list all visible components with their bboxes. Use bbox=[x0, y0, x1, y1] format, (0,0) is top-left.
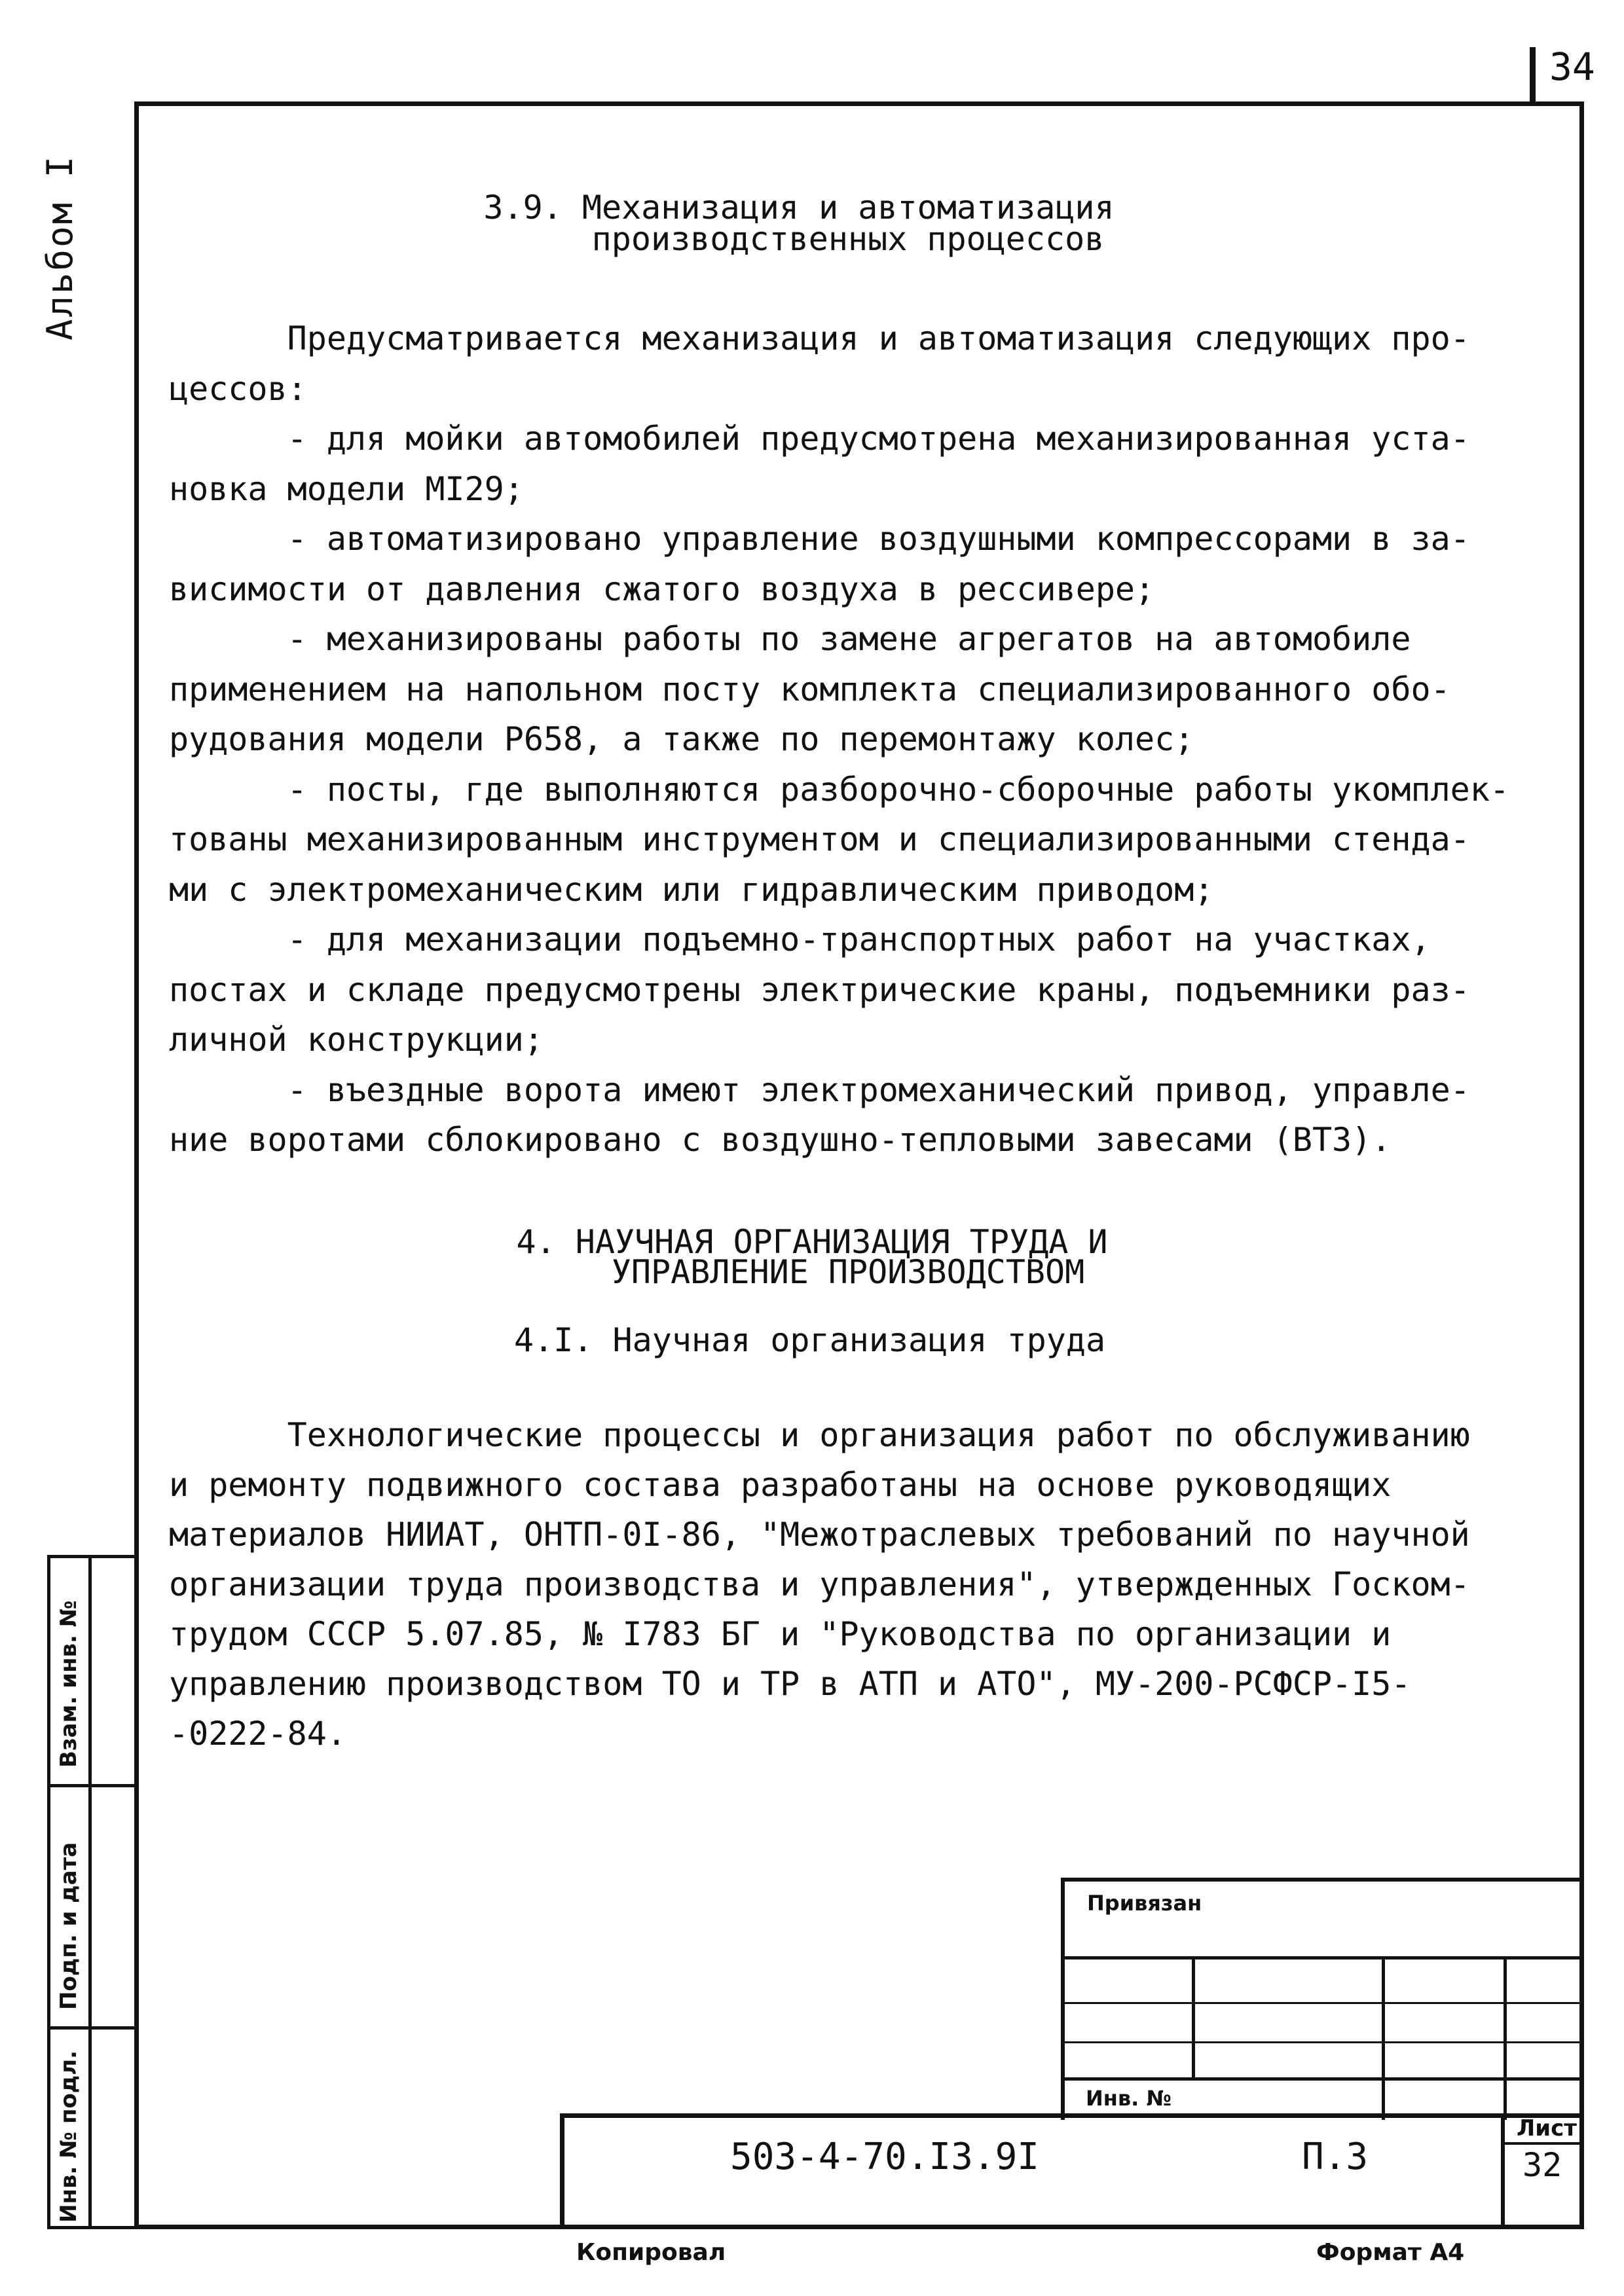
format-label: Формат А4 bbox=[1316, 2239, 1465, 2266]
text-line: материалов НИИАТ, ОНТП-0I-86, "Межотраслевых требований по научной bbox=[169, 1516, 1470, 1554]
inv-label: Инв. № bbox=[1086, 2086, 1172, 2111]
text-line: личной конструкции; bbox=[169, 1021, 544, 1059]
text-line: постах и складе предусмотрены электрические краны, подъемники раз- bbox=[169, 970, 1470, 1009]
text-line: и ремонту подвижного состава разработаны на основе руководящих bbox=[169, 1466, 1392, 1504]
text-line: - въездные ворота имеют электромеханический привод, управле- bbox=[169, 1070, 1470, 1109]
document-code: 503-4-70.I3.9I bbox=[730, 2136, 1040, 2178]
tb-main-top bbox=[560, 2113, 1584, 2118]
sheet-label: Лист bbox=[1517, 2115, 1577, 2141]
tb-col-line bbox=[1382, 1956, 1385, 2120]
text-line: Технологические процессы и организация работ по обслуживанию bbox=[169, 1416, 1470, 1454]
side-stamp-label-original-inv: Инв. № подл. bbox=[56, 2050, 82, 2223]
tb-border-left bbox=[1061, 1878, 1065, 2120]
section-4-title-line1: 4. НАУЧНАЯ ОРГАНИЗАЦИЯ ТРУДА И bbox=[516, 1223, 1108, 1261]
side-stamp-row-line bbox=[50, 1784, 134, 1787]
text-line: рудования модели Р658, а также по перемонтажу колес; bbox=[169, 720, 1194, 758]
section-code: П.3 bbox=[1302, 2136, 1369, 2178]
section-4-heading bbox=[406, 1223, 1290, 1291]
side-stamp-label-replace-inv: Взам. инв. № bbox=[56, 1600, 82, 1768]
text-line: новка модели МI29; bbox=[169, 469, 524, 508]
tb-border-top bbox=[1061, 1878, 1584, 1882]
text-line: ми с электромеханическим или гидравлическим приводом; bbox=[169, 870, 1214, 909]
page-number: 34 bbox=[1549, 45, 1595, 89]
text-line: - для мойки автомобилей предусмотрена механизированная уста- bbox=[169, 420, 1470, 458]
text-line: ние воротами сблокировано с воздушно-тепловыми завесами (ВТЗ). bbox=[169, 1121, 1392, 1159]
tb-sheet-divider bbox=[1501, 2113, 1505, 2229]
side-stamp-row-line bbox=[50, 2026, 134, 2030]
section-3-9-title-line1: 3.9. Механизация и автоматизация bbox=[483, 189, 1115, 227]
text-line: тованы механизированным инструментом и специализированными стенда- bbox=[169, 820, 1470, 858]
section-4-1-subtitle: 4.I. Научная организация труда bbox=[514, 1321, 1106, 1359]
side-stamp bbox=[47, 1555, 134, 2229]
text-line: применением на напольном посту комплекта специализированного обо- bbox=[169, 670, 1450, 708]
text-line: - для механизации подъемно-транспортных работ на участках, bbox=[169, 920, 1431, 958]
page-number-tick bbox=[1530, 47, 1536, 106]
tb-sheet-line bbox=[1501, 2142, 1584, 2145]
copied-label: Копировал bbox=[576, 2239, 726, 2266]
text-line: Предусматривается механизация и автоматизация следующих про- bbox=[169, 319, 1470, 357]
text-line: - автоматизировано управление воздушными компрессорами в за- bbox=[169, 520, 1470, 558]
text-line: управлению производством ТО и ТР в АТП и АТО", МУ-200-РСФСР-I5- bbox=[169, 1665, 1411, 1703]
attached-label: Привязан bbox=[1087, 1891, 1202, 1916]
text-line: - механизированы работы по замене агрегатов на автомобиле bbox=[169, 620, 1411, 658]
text-line: организации труда производства и управления", утвержденных Госком- bbox=[169, 1565, 1470, 1603]
album-label: Альбом I bbox=[39, 154, 81, 340]
sheet-number: 32 bbox=[1522, 2146, 1562, 2184]
side-stamp-divider bbox=[88, 1558, 92, 2226]
tb-col-line bbox=[1192, 1956, 1195, 2077]
text-line: висимости от давления сжатого воздуха в рессивере; bbox=[169, 570, 1155, 608]
tb-main-left bbox=[560, 2113, 564, 2229]
text-line: трудом СССР 5.07.85, № I783 БГ и "Руководства по организации и bbox=[169, 1615, 1392, 1653]
title-block-upper bbox=[1061, 1878, 1584, 2120]
text-line: -0222-84. bbox=[169, 1715, 346, 1753]
text-line: - посты, где выполняются разборочно-сборочные работы укомплек- bbox=[169, 770, 1509, 809]
section-3-9-title-line2: производственных процессов bbox=[591, 220, 1105, 258]
section-3-9-heading bbox=[406, 189, 1290, 258]
text-line: цессов: bbox=[169, 369, 307, 408]
side-stamp-label-sign-date: Подп. и дата bbox=[56, 1842, 82, 2010]
section-4-title-line2: УПРАВЛЕНИЕ ПРОИЗВОДСТВОМ bbox=[611, 1253, 1085, 1291]
tb-col-line bbox=[1504, 1956, 1507, 2120]
